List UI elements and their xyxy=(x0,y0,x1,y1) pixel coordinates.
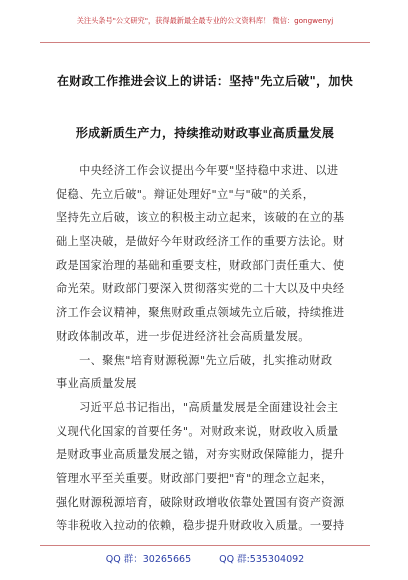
body-line: 管理水平至关重要。财政部门要把"育"的理念立起来， xyxy=(56,471,333,485)
body-line: 坚持先立后破，该立的积极主动立起来，该破的在立的基 xyxy=(56,211,345,225)
body-line: 强化财源税源培育，破除财政增收依靠处置国有资产资源 xyxy=(56,495,345,509)
body-line: 础上坚决破，是做好今年财政经济工作的重要方法论。财 xyxy=(56,235,345,249)
body-line: 财政体制改革，进一步促进经济社会高质量发展。 xyxy=(56,329,310,343)
footer-qq-group-1: QQ 群：30265665 xyxy=(105,554,192,565)
body-line: 命光荣。财政部门要深入贯彻落实党的二十大以及中央经 xyxy=(56,282,345,296)
document-title-line-1: 在财政工作推进会议上的讲话：坚持"先立后破"，加快 xyxy=(56,74,353,88)
body-line: 促稳、先立后破"。辩证处理好"立"与"破"的关系， xyxy=(56,187,315,201)
body-line: 习近平总书记指出，"高质量发展是全面建设社会主 xyxy=(56,400,339,414)
body-line: 义现代化国家的首要任务"。对财政来说，财政收入质量 xyxy=(56,424,339,438)
header-divider xyxy=(40,42,370,43)
section-heading-line: 事业高质量发展 xyxy=(56,377,137,391)
body-line: 是财政事业高质量发展之锚，对夯实财政保障能力，提升 xyxy=(56,448,345,462)
body-line: 政是国家治理的基础和重要支柱，财政部门责任重大、使 xyxy=(56,258,345,272)
body-line: 中央经济工作会议提出今年要"坚持稳中求进、以进 xyxy=(56,164,339,177)
body-line: 济工作会议精神，聚焦财政重点领域先立后破，持续推进 xyxy=(56,306,345,320)
footer-qq-group-2: QQ 群:535304092 xyxy=(219,554,305,565)
header-notice: 关注头条号"公文研究"，获得最新最全最专业的公文资料库！ 微信：gongwenyj xyxy=(76,16,334,25)
body-line: 等非税收入拉动的依赖，稳步提升财政收入质量。一要持 xyxy=(56,519,345,533)
document-title-line-2: 形成新质生产力，持续推动财政事业高质量发展 xyxy=(75,126,335,140)
document-body xyxy=(56,159,360,538)
footer-divider xyxy=(40,545,370,546)
section-heading-line: 一、聚焦"培育财源税源"先立后破，扎实推动财政 xyxy=(56,353,333,367)
footer-contact xyxy=(40,551,370,565)
